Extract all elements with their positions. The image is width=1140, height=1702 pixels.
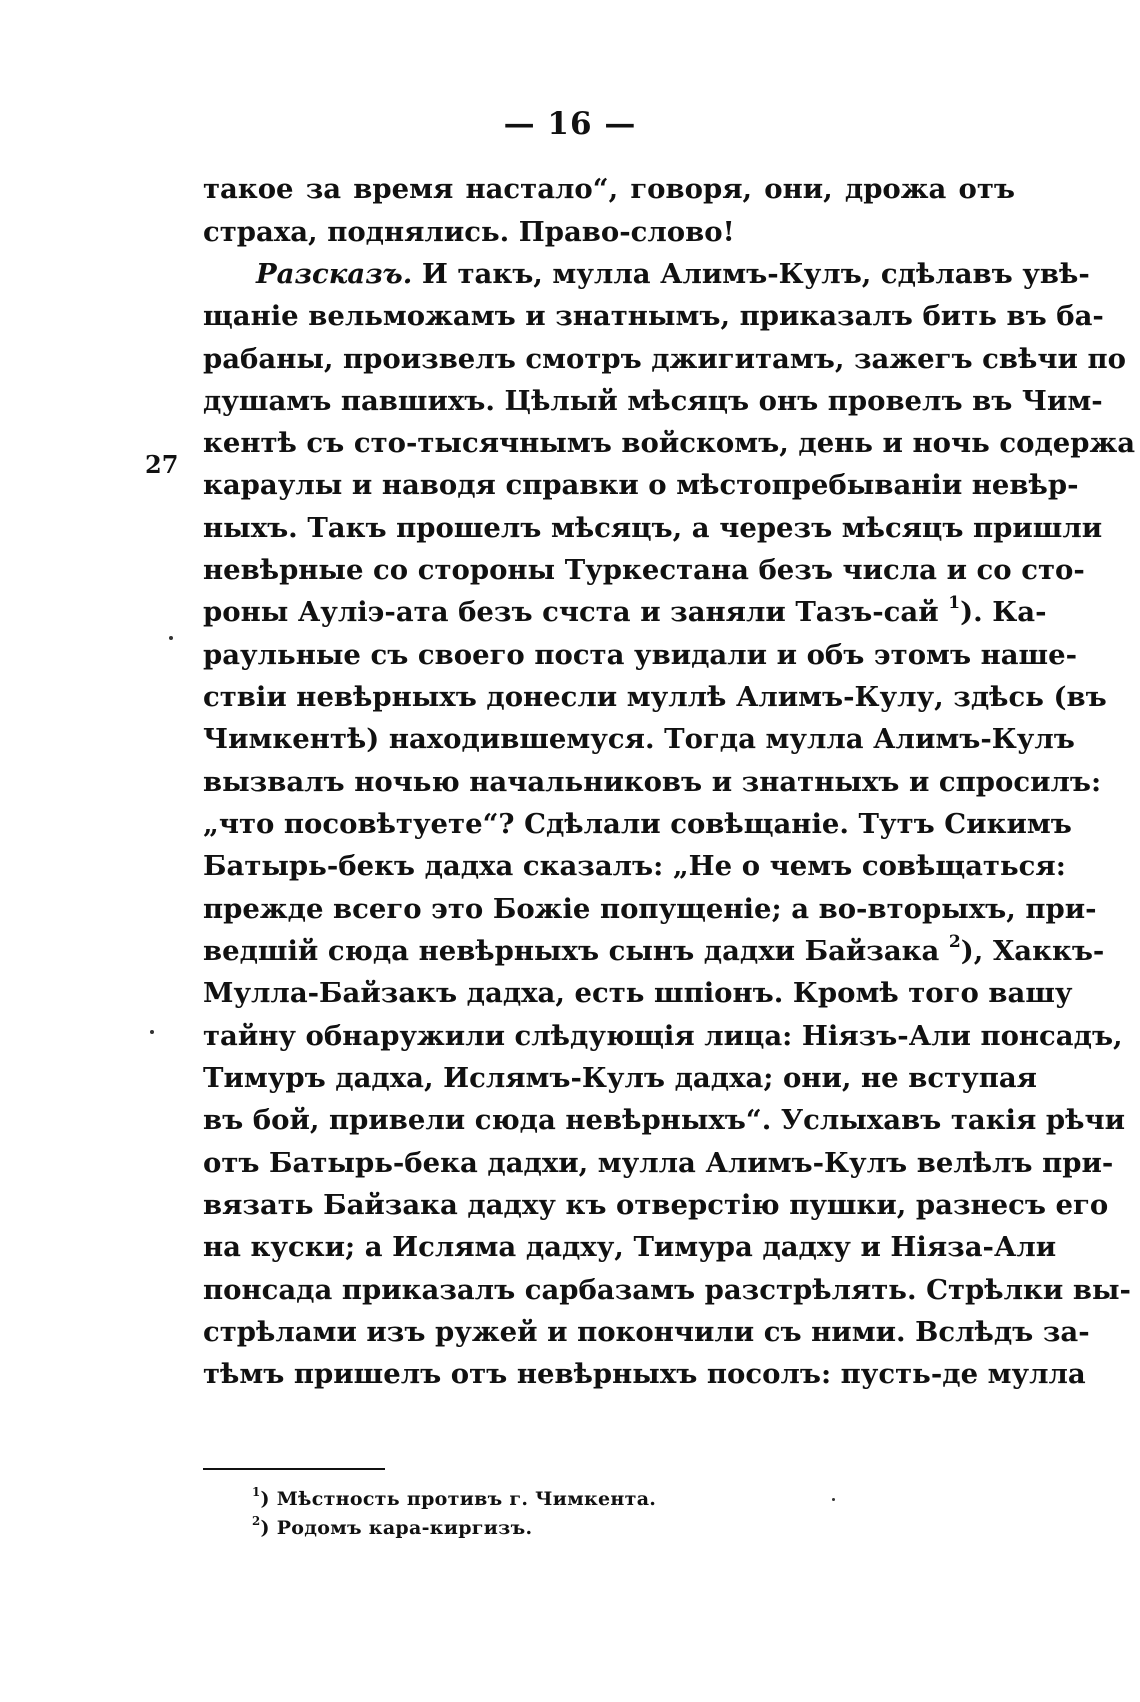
print-speck — [150, 1030, 154, 1034]
text-line: вызвалъ ночью начальниковъ и знатныхъ и спросилъ: — [203, 766, 1102, 798]
text-line: кентѣ съ сто-тысячнымъ войскомъ, день и ночь содержа — [203, 427, 1136, 459]
footnote-ref: 2 — [948, 932, 961, 953]
print-speck — [169, 636, 173, 640]
text-line: ведшій сюда невѣрныхъ сынъ дадхи Байзака $^2$), Хаккъ- — [203, 932, 1105, 967]
text-line: понсада приказалъ сарбазамъ разстрѣлять. Стрѣлки вы- — [203, 1274, 1131, 1306]
text-line: Мулла-Байзакъ дадха, есть шпіонъ. Кромѣ того вашу — [203, 977, 1073, 1009]
text-line: стрѣлами изъ ружей и покончили съ ними. Вслѣдъ за- — [203, 1316, 1090, 1348]
text-line: душамъ павшихъ. Цѣлый мѣсяцъ онъ провелъ въ Чим- — [203, 385, 1103, 417]
text-line: роны Ауліэ-ата безъ счста и заняли Тазъ-сай $^1$). Ка- — [203, 593, 1047, 628]
footnote-ref: 1 — [948, 593, 961, 614]
text-line: Тимуръ дадха, Ислямъ-Кулъ дадха; они, не вступая — [203, 1062, 1037, 1094]
text-line: Разсказъ. И такъ, мулла Алимъ-Кулъ, сдѣлавъ увѣ- — [256, 258, 1090, 290]
text-line: ныхъ. Такъ прошелъ мѣсяцъ, а черезъ мѣсяцъ пришли — [203, 512, 1103, 544]
text-line: прежде всего это Божіе попущеніе; а во-вторыхъ, при- — [203, 893, 1097, 925]
text-line: на куски; а Исляма дадху, Тимура дадху и Ніяза-Али — [203, 1231, 1057, 1263]
text-line: въ бой, привели сюда невѣрныхъ“. Услыхавъ такія рѣчи — [203, 1104, 1125, 1136]
text-line: вязать Байзака дадху къ отверстію пушки, разнесъ его — [203, 1189, 1109, 1221]
footnote-divider — [203, 1468, 385, 1470]
text-line: страха, поднялись. Право-слово! — [203, 216, 735, 248]
text-line: такое за время настало“, говоря, они, дрожа отъ — [203, 173, 1015, 205]
page-number: — 16 — — [503, 106, 637, 142]
text-line: щаніе вельможамъ и знатнымъ, приказалъ бить въ ба- — [203, 300, 1104, 332]
text-line: невѣрные со стороны Туркестана безъ числа и со сто- — [203, 554, 1085, 586]
text-line: Батырь-бекъ дадха сказалъ: „Не о чемъ совѣщаться: — [203, 850, 1066, 882]
text-line: ствіи невѣрныхъ донесли муллѣ Алимъ-Кулу, здѣсь (въ — [203, 681, 1107, 713]
footnote: $^1$) Мѣстность противъ г. Чимкента. — [252, 1485, 657, 1510]
section-lead: Разсказъ. — [256, 258, 413, 290]
print-speck — [832, 1498, 835, 1501]
text-line: раульные съ своего поста увидали и объ этомъ наше- — [203, 639, 1078, 671]
text-line: караулы и наводя справки о мѣстопребываніи невѣр- — [203, 469, 1079, 501]
text-line: Чимкентѣ) находившемуся. Тогда мулла Алимъ-Кулъ — [203, 723, 1075, 755]
text-line: тайну обнаружили слѣдующія лица: Ніязъ-Али понсадъ, — [203, 1020, 1123, 1052]
margin-line-number: 27 — [145, 450, 179, 479]
footnote: $^2$) Родомъ кара-киргизъ. — [252, 1514, 533, 1539]
text-line: „что посовѣтуете“? Сдѣлали совѣщаніе. Тутъ Сикимъ — [203, 808, 1072, 840]
text-line: тѣмъ пришелъ отъ невѣрныхъ посолъ: пусть-де мулла — [203, 1358, 1086, 1390]
text-line: рабаны, произвелъ смотръ джигитамъ, зажегъ свѣчи по — [203, 343, 1126, 375]
text-line: отъ Батырь-бека дадхи, мулла Алимъ-Кулъ велѣлъ при- — [203, 1147, 1114, 1179]
